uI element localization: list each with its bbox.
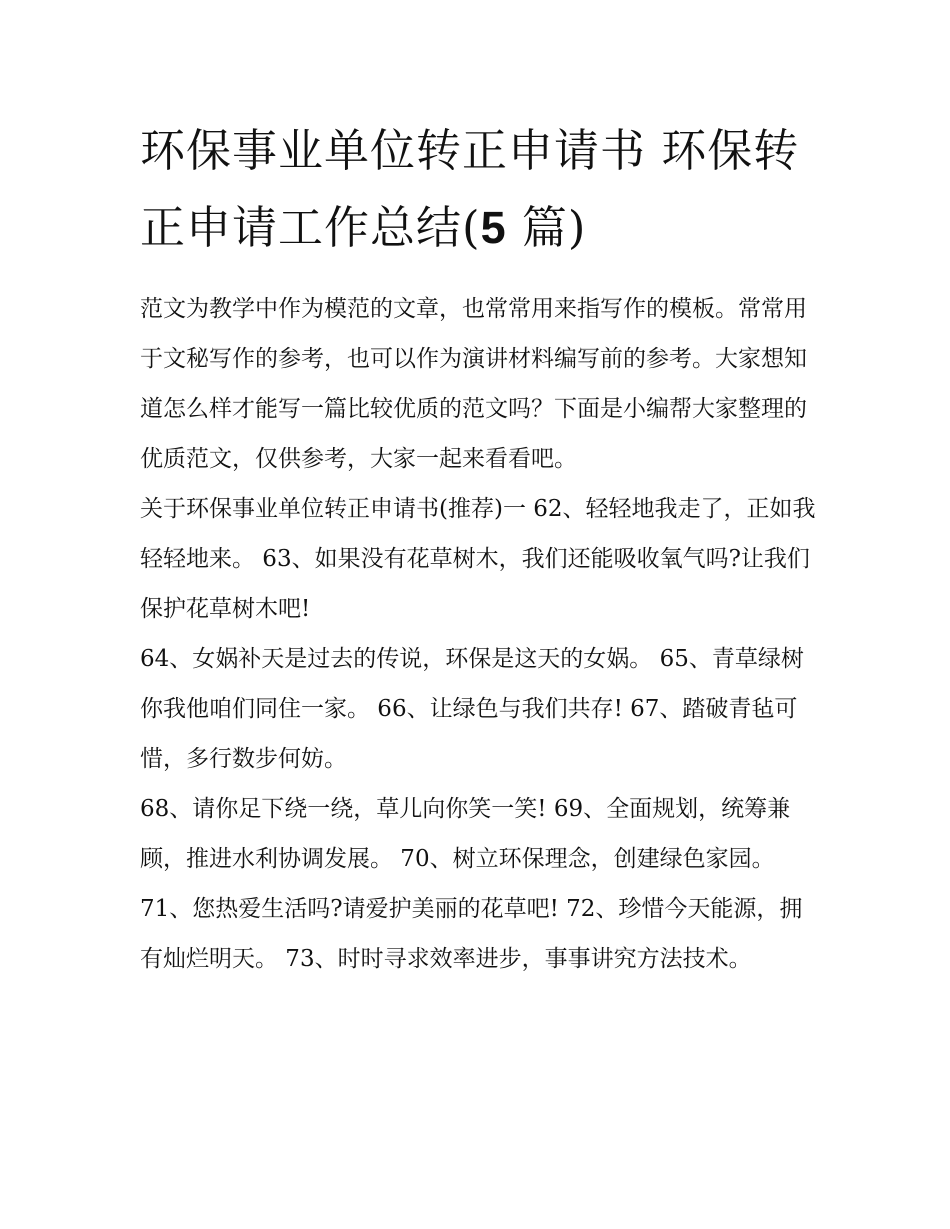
title-text: 环保事业单位转正申请书 环保转正申请工作总结( <box>140 124 800 254</box>
title-suffix: 篇) <box>506 201 587 254</box>
body-paragraph: 71、您热爱生活吗?请爱护美丽的花草吧! 72、珍惜今天能源，拥有灿烂明天。 73、时时寻求效率进步，事事讲究方法技术。 <box>140 896 803 972</box>
intro-paragraph: 范文为教学中作为模范的文章，也常常用来指写作的模板。常常用于文秘写作的参考，也可以作为演讲材料编写前的参考。大家想知道怎么样才能写一篇比较优质的范文吗？下面是小编帮大家整理的优质范文，仅供参考，大家一起来看看吧。 <box>140 296 807 472</box>
body-paragraph: 关于环保事业单位转正申请书(推荐)一 62、轻轻地我走了，正如我轻轻地来。 63、如果没有花草树木，我们还能吸收氧气吗?让我们保护花草树木吧! <box>140 496 816 622</box>
title-count: 5 <box>480 202 507 253</box>
body-paragraph: 64、女娲补天是过去的传说，环保是这天的女娲。 65、青草绿树你我他咱们同住一家。 66、让绿色与我们共存! 67、踏破青毡可惜，多行数步何妨。 <box>140 646 804 772</box>
document-page <box>140 112 820 984</box>
body-paragraph: 68、请你足下绕一绕，草儿向你笑一笑! 69、全面规划，统筹兼顾，推进水利协调发展。 70、树立环保理念，创建绿色家园。 <box>140 796 791 872</box>
document-title <box>140 112 820 266</box>
